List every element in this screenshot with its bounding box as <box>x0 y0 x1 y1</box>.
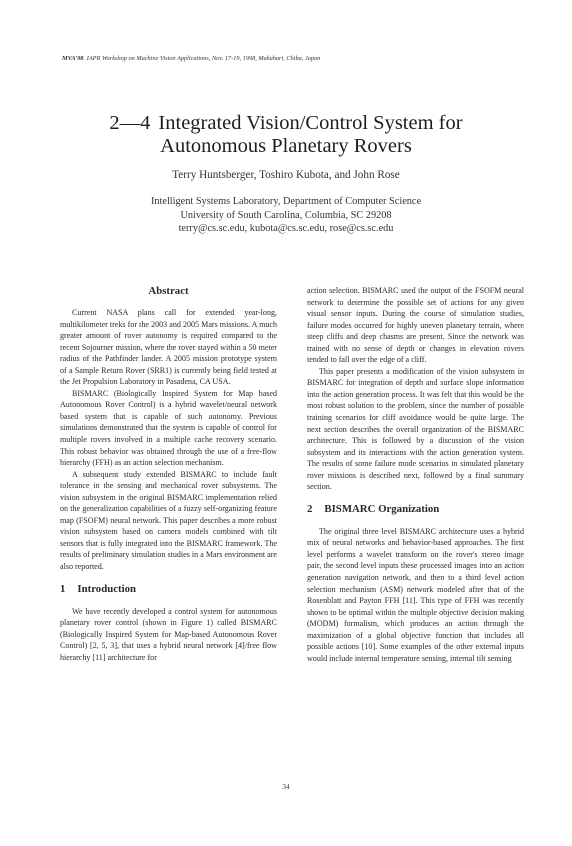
title-line-1 <box>0 112 572 135</box>
venue-full: IAPR Workshop on Machine Vision Applications, Nov. 17-19, 1998, Makuhari, Chiba, Japan <box>86 55 321 62</box>
title-line-2: Autonomous Planetary Rovers <box>160 135 412 157</box>
affiliation <box>0 195 572 236</box>
title-text-1: Integrated Vision/Control System for <box>158 112 463 134</box>
intro-paragraph-1: We have recently developed a control system for autonomous planetary rover control (shown in Figure 1) called BISMARC (Biologically Inspired System for Map-based Autonomous Rover Control) [2, 5, 3], that uses a hybrid neural network [4]/free flow hierarchy [11] architecture for <box>60 606 277 662</box>
paper-title <box>0 112 572 158</box>
paper-number: 2—4 <box>109 112 151 134</box>
abstract-paragraph-1: Current NASA plans call for extended year-long, multikilometer treks for the 2003 and 2005 Mars missions. A much greater amount of rover autonomy is required compared to the recent Sojourner mission, where the rover stayed within a 50 meter radius of the Pathfinder lander. A 2005 mission prototype system of a Sample Return Rover (SRR1) is currently being field tested at the Jet Propulsion Laboratory in Pasadena, CA USA. <box>60 308 277 387</box>
body-paragraph-2: This paper presents a modification of the vision subsystem in BISMARC for integration of depth and surface slope information into the action generation process. It was felt that this would be the most robust solution to the problem, since the number of possible training scenarios for cliff avoidance would be quite large. The next section describes the overall organization of the BISMARC architecture. This is followed by a discussion of the vision subsystem and its interactions with the action generation system. The results of some failure mode scenarios in simulated planetary rover missions is described next, followed by a final summary section. <box>307 366 524 492</box>
organization-title: BISMARC Organization <box>324 502 440 515</box>
page-number: 34 <box>282 782 290 791</box>
intro-heading <box>60 583 277 596</box>
affiliation-line-1: Intelligent Systems Laboratory, Department of Computer Science <box>150 196 422 207</box>
organization-number: 2 <box>307 502 313 515</box>
authors: Terry Huntsberger, Toshiro Kubota, and John Rose <box>172 169 400 181</box>
running-header <box>62 55 522 62</box>
venue-short: MVA'98 <box>62 55 84 62</box>
abstract-paragraph-2: BISMARC (Biologically Inspired System for Map based Autonomous Rover Control) is a hybrid wavelet/neural network based system that is capable of such autonomy. Previous simulations demonstrated that the system is capable of control for multiple rovers involved in a multiple cache recovery scenario. This robust behavior was obtained through the use of a free-flow hierarchy (FFH) as an action selection mechanism. <box>60 388 277 468</box>
left-column <box>60 285 277 663</box>
intro-title: Introduction <box>77 582 137 595</box>
affiliation-line-2: University of South Carolina, Columbia, SC 29208 <box>180 209 392 221</box>
organization-paragraph-1: The original three level BISMARC architecture uses a hybrid mix of neural networks and behavior-based approaches. The first level performs a wavelet transform on the rover's stereo image pair, the second level inputs these processed images into an action generation navigation network, and then to a third level action selection mechanism (ASM) network modeled after that of the Rosenblatt and Payton FFH [11]. This type of FFH was recently shown to be optimal within the multiple objective decision making (MODM) formalism, which produces an action through the maximization of a global objective function that includes all possible actions [10]. Some examples of the other external inputs would include internal temperature sensing, internal tilt sensing <box>307 526 524 663</box>
abstract-paragraph-3: A subsequent study extended BISMARC to include fault tolerance in the sensing and mechanical rover subsystems. The vision subsystem in the original BISMARC implementation relied on the generalization capabilities of a fuzzy self-organizing feature map (FSOFM) neural network. This paper describes a more robust vision subsystem based on camera models combined with tilt sensors that is fully integrated into the BISMARC framework. The results of preliminary simulation studies in a Mars environment are also reported. <box>60 469 277 572</box>
body-paragraph-1: action selection. BISMARC used the output of the FSOFM neural network to determine the possible set of actions for any given visual sensor inputs. During the course of simulation studies, failure modes occurred for highly uneven planetary terrain, where steep cliffs and deep chasms are present. Since the network was trained with no sense of depth or changes in elevation rovers tended to fall over the edge of a cliff. <box>307 286 524 365</box>
intro-number: 1 <box>60 582 66 595</box>
organization-heading <box>307 503 524 516</box>
abstract-heading: Abstract <box>148 285 189 297</box>
author-emails: terry@cs.sc.edu, kubota@cs.sc.edu, rose@cs.sc.edu <box>178 223 394 234</box>
right-column <box>307 285 524 664</box>
